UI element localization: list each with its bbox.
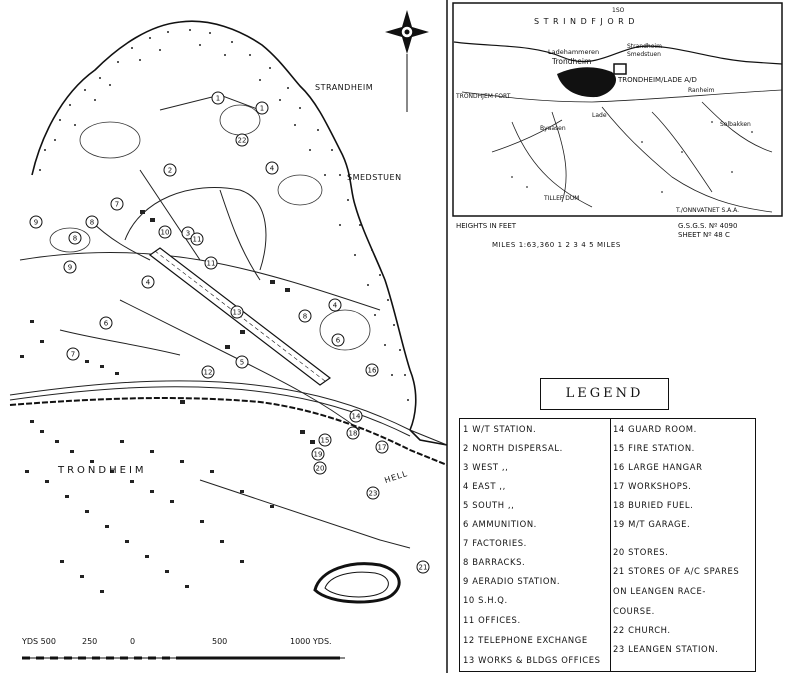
legend-title: LEGEND [540,378,669,410]
marker [205,257,217,269]
legend-item: 5 SOUTH ,, [463,500,515,510]
svg-text:16: 16 [367,366,377,375]
svg-text:3: 3 [185,229,191,238]
inset-place: Solbakken [720,121,751,128]
inset-place: Byaasen [540,125,566,132]
marker [314,462,326,474]
scale-tick: 0 [130,637,136,646]
marker [191,233,203,245]
legend-right-column [610,419,757,671]
legend-item: ON LEANGEN RACE- [613,586,707,596]
svg-text:1: 1 [215,94,221,103]
svg-text:12: 12 [203,368,213,377]
svg-text:18: 18 [348,429,358,438]
svg-text:21: 21 [418,563,428,572]
svg-text:23: 23 [368,489,378,498]
marker [231,306,243,318]
inset-sheet-note-1: G.S.G.S. Nº 4090 [678,222,738,230]
label-trondheim: TRONDHEIM [58,465,147,476]
svg-text:14: 14 [351,412,361,421]
legend-item: 20 STORES. [613,547,669,557]
svg-text:11: 11 [192,235,202,244]
inset-locator-map [452,2,783,252]
legend-item: 7 FACTORIES. [463,538,527,548]
inset-place: Trondheim [552,57,592,66]
marker [417,561,429,573]
legend-item: 19 M/T GARAGE. [613,519,691,529]
marker [142,276,154,288]
marker [319,434,331,446]
legend-item: 21 STORES OF A/C SPARES [613,566,740,576]
legend-item: 15 FIRE STATION. [613,443,695,453]
label-smedstuen: SMEDSTUEN [347,173,402,182]
marker [350,410,362,422]
marker [159,226,171,238]
roads [10,95,447,548]
legend-item: 3 WEST ,, [463,462,509,472]
label-hell: HELL [383,469,409,485]
legend-item: 17 WORKSHOPS. [613,481,692,491]
marker [67,348,79,360]
svg-text:1: 1 [259,104,265,113]
legend-item: 12 TELEPHONE EXCHANGE [463,635,588,645]
svg-text:10: 10 [160,228,170,237]
svg-text:5: 5 [239,358,245,367]
label-strandheim: STRANDHEIM [315,83,374,92]
svg-text:15: 15 [320,436,330,445]
inset-place: TRONDHJEM FORT [456,93,511,100]
marker [366,364,378,376]
legend-item: 6 AMMUNITION. [463,519,537,529]
svg-text:19: 19 [313,450,323,459]
inset-place: TRONDHEIM/LADE A/D [618,76,697,84]
inset-sheet-note-2: SHEET Nº 48 C [678,231,730,239]
legend-item: 14 GUARD ROOM. [613,424,697,434]
inset-place: Smedstuen [627,51,661,58]
legend-item: 23 LEANGEN STATION. [613,644,719,654]
legend-item: 8 BARRACKS. [463,557,526,567]
marker [367,487,379,499]
svg-text:8: 8 [302,312,308,321]
inset-place: Ladehammeren [548,48,600,56]
inset-place: Ranheim [688,87,715,94]
inset-place: T./ONNVATNET S.A.A. [676,207,739,214]
marker [111,198,123,210]
scale-tick: 1000 YDS. [290,637,332,646]
svg-text:2: 2 [167,166,173,175]
svg-text:13: 13 [232,308,242,317]
svg-text:7: 7 [70,350,76,359]
marker [299,310,311,322]
svg-text:4: 4 [269,164,275,173]
svg-text:6: 6 [335,336,341,345]
marker [376,441,388,453]
racecourse [315,564,399,602]
scale-tick: YDS 500 [22,637,56,646]
marker [347,427,359,439]
marker [164,164,176,176]
scale-tick: 500 [212,637,228,646]
marker [30,216,42,228]
marker [236,356,248,368]
svg-text:11: 11 [206,259,216,268]
legend-item: COURSE. [613,606,655,616]
svg-text:17: 17 [377,443,387,452]
marker [86,216,98,228]
legend-item: 11 OFFICES. [463,615,521,625]
legend-item: 22 CHURCH. [613,625,671,635]
legend-item: 16 LARGE HANGAR [613,462,703,472]
legend-item: 13 WORKS & BLDGS OFFICES [463,655,601,665]
inset-top-label: 1SO [612,7,625,14]
svg-text:4: 4 [145,278,151,287]
legend-left-column [460,419,610,671]
railway [10,398,447,465]
inset-place: Strandheim [627,43,662,50]
svg-text:22: 22 [237,136,247,145]
marker [212,92,224,104]
legend-item: 4 EAST ,, [463,481,506,491]
legend-item: 18 BURIED FUEL. [613,500,694,510]
marker [202,366,214,378]
marker [236,134,248,146]
marker [64,261,76,273]
legend-item: 10 S.H.Q. [463,595,508,605]
legend-item: 9 AERADIO STATION. [463,576,561,586]
svg-text:8: 8 [72,234,78,243]
inset-heights-note: HEIGHTS IN FEET [456,222,517,230]
legend-item: 1 W/T STATION. [463,424,537,434]
svg-text:9: 9 [67,263,73,272]
inset-place: Lade [592,112,607,119]
coastline [32,21,447,445]
inset-place: TILLEF DUM [544,195,580,202]
legend-box [459,418,756,672]
inset-scale-text: MILES 1:63,360 1 2 3 4 5 MILES [492,241,621,249]
scale-bar [21,637,345,658]
north-arrow-compass-icon [385,10,429,112]
marker [312,448,324,460]
svg-text:6: 6 [103,319,109,328]
svg-text:8: 8 [89,218,95,227]
marker [256,102,268,114]
svg-text:20: 20 [315,464,325,473]
inset-fjord-label: S T R I N D F J O R D [534,17,636,26]
svg-text:9: 9 [33,218,39,227]
legend-item: 2 NORTH DISPERSAL. [463,443,563,453]
marker [69,232,81,244]
svg-text:7: 7 [114,200,120,209]
marker [329,299,341,311]
scale-tick: 250 [82,637,98,646]
marker [100,317,112,329]
numbered-markers [30,92,429,573]
svg-text:4: 4 [332,301,338,310]
marker [332,334,344,346]
marker [266,162,278,174]
